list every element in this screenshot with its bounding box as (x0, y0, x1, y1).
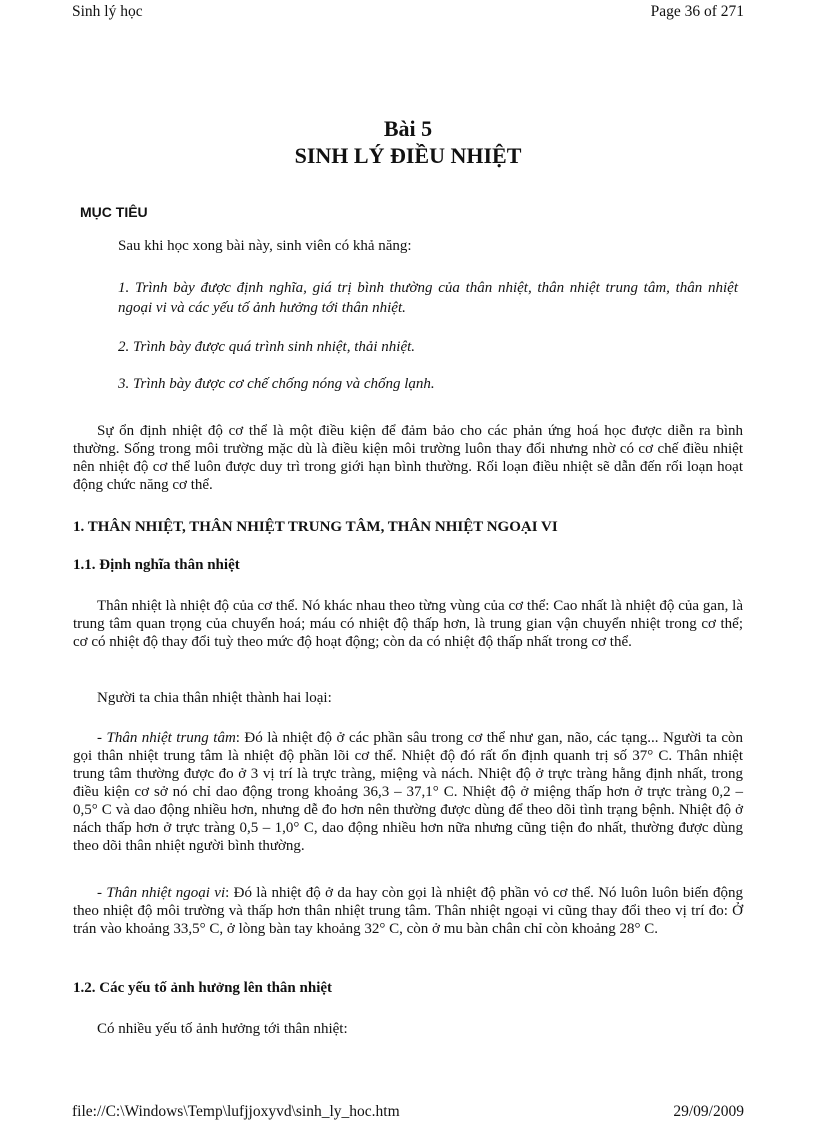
lesson-title-block (0, 115, 816, 169)
subsection-1-2-heading: 1.2. Các yếu tố ảnh hưởng lên thân nhiệt (73, 980, 333, 996)
central-temperature-text: : Đó là nhiệt độ ở các phần sâu trong cơ thể như gan, não, các tạng... Người ta còn gọi thân nhiệt trung tâm là nhiệt độ phần lõi cơ thể. Nhiệt độ đó rất ổn định quanh trị số 37° C. Thân nhiệt trung tâm thường được đo ở 3 vị trí là trực tràng, miệng và nách. Nhiệt độ ở trực tràng hằng định nhất, trong điều kiện cơ sở nó chỉ dao động trong khoảng 36,3 – 37,1° C. Nhiệt độ ở miệng thấp hơn ở trực tràng 0,2 – 0,5° C và dao động nhiều hơn, nhưng dễ đo hơn nên thường được dùng để theo dõi tình trạng bệnh. Nhiệt độ ở nách thấp hơn ở trực tràng 0,5 – 1,0° C, dao động nhiều hơn nữa nhưng cũng tiện đo nhất, thường được dùng theo dõi thân nhiệt người bình thường. (73, 730, 743, 854)
footer-file-path: file://C:\Windows\Temp\lufjjoxyvd\sinh_ly_hoc.htm (72, 1103, 400, 1120)
factors-intro: Có nhiều yếu tố ảnh hưởng tới thân nhiệt: (97, 1021, 348, 1037)
classification-paragraph: Người ta chia thân nhiệt thành hai loại: (97, 690, 332, 706)
header-doc-name: Sinh lý học (72, 3, 143, 20)
peripheral-temperature-text: : Đó là nhiệt độ ở da hay còn gọi là nhiệt độ phần vỏ cơ thể. Nó luôn luôn biến động theo nhiệt độ môi trường và thấp hơn thân nhiệt trung tâm. Thân nhiệt ngoại vi cũng thay đổi theo vị trí đo: Ở trán vào khoảng 33,5° C, ở lòng bàn tay khoảng 32° C, còn ở mu bàn chân chỉ còn khoảng 28° C. (73, 885, 744, 937)
central-temperature-paragraph (73, 729, 743, 855)
header-page-counter: Page 36 of 271 (650, 3, 744, 20)
lesson-number: Bài 5 (383, 116, 433, 141)
objective-item: 3. Trình bày được cơ chế chống nóng và chống lạnh. (118, 376, 435, 392)
peripheral-temperature-term: - Thân nhiệt ngoại vi (97, 885, 226, 901)
definition-paragraph: Thân nhiệt là nhiệt độ của cơ thể. Nó khác nhau theo từng vùng của cơ thể: Cao nhất là nhiệt độ của gan, là trung tâm quan trọng của chuyển hoá; máu có nhiệt độ thấp hơn, là trung gian vận chuyển nhiệt trong cơ thể; cơ có nhiệt độ thay đổi tuỳ theo mức độ hoạt động; còn da có nhiệt độ thấp nhất trong cơ thể. (73, 598, 743, 650)
peripheral-temperature-paragraph (73, 884, 743, 938)
objectives-heading: MỤC TIÊU (80, 204, 148, 220)
objectives-intro: Sau khi học xong bài này, sinh viên có khả năng: (118, 238, 412, 254)
objective-item: 2. Trình bày được quá trình sinh nhiệt, thải nhiệt. (118, 339, 416, 355)
lesson-title: SINH LÝ ĐIỀU NHIỆT (294, 143, 522, 168)
section-1-heading: 1. THÂN NHIỆT, THÂN NHIỆT TRUNG TÂM, THÂN NHIỆT NGOẠI VI (73, 519, 558, 535)
objective-item: 1. Trình bày được định nghĩa, giá trị bình thường của thân nhiệt, thân nhiệt trung tâm, thân nhiệt ngoại vi và các yếu tố ảnh hưởng tới thân nhiệt. (118, 280, 738, 316)
opening-paragraph: Sự ổn định nhiệt độ cơ thể là một điều kiện để đảm bảo cho các phản ứng hoá học được diễn ra bình thường. Sống trong môi trường mặc dù là điều kiện môi trường luôn thay đổi nhưng nhờ có cơ chế điều nhiệt nên nhiệt độ cơ thể luôn được duy trì trong giới hạn bình thường. Rối loạn điều nhiệt sẽ dẫn đến rối loạn hoạt động chức năng cơ thể. (73, 423, 743, 493)
footer-date: 29/09/2009 (673, 1103, 744, 1120)
subsection-1-1-heading: 1.1. Định nghĩa thân nhiệt (73, 557, 240, 573)
central-temperature-term: - Thân nhiệt trung tâm (97, 730, 236, 746)
